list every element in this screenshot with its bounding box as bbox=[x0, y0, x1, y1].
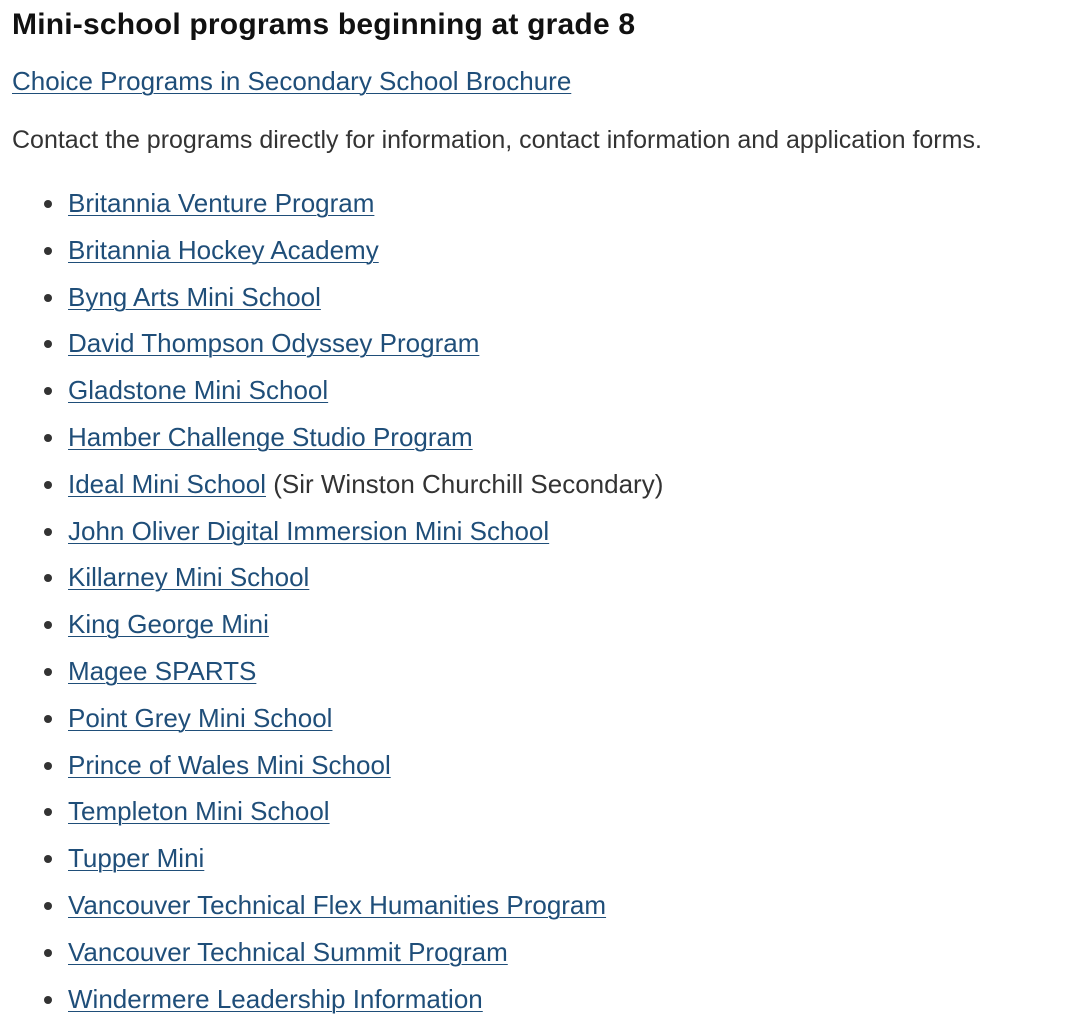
program-list bbox=[0, 180, 1080, 1022]
program-link[interactable]: Templeton Mini School bbox=[68, 796, 330, 827]
program-link[interactable]: Ideal Mini School bbox=[68, 468, 266, 499]
bullet-icon bbox=[44, 668, 52, 676]
brochure-link[interactable]: Choice Programs in Secondary School Brochure bbox=[12, 66, 572, 96]
bullet-icon bbox=[44, 715, 52, 723]
program-link[interactable]: David Thompson Odyssey Program bbox=[68, 328, 480, 359]
page-title: Mini-school programs beginning at grade 8 bbox=[12, 8, 636, 41]
list-item bbox=[0, 742, 1080, 789]
program-link[interactable]: Gladstone Mini School bbox=[68, 375, 329, 406]
program-link[interactable]: Magee SPARTS bbox=[68, 655, 257, 686]
bullet-icon bbox=[44, 762, 52, 770]
program-link[interactable]: Vancouver Technical Summit Program bbox=[68, 936, 508, 967]
program-link[interactable]: Tupper Mini bbox=[68, 843, 205, 874]
bullet-icon bbox=[44, 808, 52, 816]
list-item bbox=[0, 367, 1080, 414]
bullet-icon bbox=[44, 855, 52, 863]
list-item bbox=[0, 508, 1080, 555]
list-item bbox=[0, 929, 1080, 976]
bullet-icon bbox=[44, 528, 52, 536]
bullet-icon bbox=[44, 621, 52, 629]
list-item bbox=[0, 648, 1080, 695]
program-link[interactable]: Britannia Venture Program bbox=[68, 188, 375, 218]
program-link[interactable]: Prince of Wales Mini School bbox=[68, 749, 391, 780]
list-item bbox=[0, 882, 1080, 929]
list-item bbox=[0, 601, 1080, 648]
list-item bbox=[0, 414, 1080, 461]
list-item bbox=[0, 461, 1080, 508]
list-item bbox=[0, 554, 1080, 601]
bullet-icon bbox=[44, 949, 52, 957]
list-item bbox=[0, 180, 1080, 227]
list-item bbox=[0, 320, 1080, 367]
bullet-icon bbox=[44, 434, 52, 442]
program-note: (Sir Winston Churchill Secondary) bbox=[266, 468, 664, 499]
program-link[interactable]: Point Grey Mini School bbox=[68, 702, 333, 733]
list-item bbox=[0, 274, 1080, 321]
list-item bbox=[0, 788, 1080, 835]
list-item bbox=[0, 695, 1080, 742]
bullet-icon bbox=[44, 294, 52, 302]
program-link[interactable]: Byng Arts Mini School bbox=[68, 281, 321, 312]
list-item bbox=[0, 227, 1080, 274]
program-link[interactable]: King George Mini bbox=[68, 609, 269, 640]
bullet-icon bbox=[44, 387, 52, 395]
bullet-icon bbox=[44, 200, 52, 208]
bullet-icon bbox=[44, 340, 52, 348]
bullet-icon bbox=[44, 902, 52, 910]
bullet-icon bbox=[44, 574, 52, 582]
bullet-icon bbox=[44, 996, 52, 1004]
intro-text: Contact the programs directly for information, contact information and application forms. bbox=[12, 126, 982, 154]
program-link[interactable]: Windermere Leadership Information bbox=[68, 983, 483, 1014]
program-link[interactable]: John Oliver Digital Immersion Mini School bbox=[68, 515, 550, 546]
list-item bbox=[0, 976, 1080, 1023]
bullet-icon bbox=[44, 247, 52, 255]
program-link[interactable]: Vancouver Technical Flex Humanities Program bbox=[68, 889, 607, 920]
program-link[interactable]: Killarney Mini School bbox=[68, 562, 310, 593]
list-item bbox=[0, 835, 1080, 882]
bullet-icon bbox=[44, 481, 52, 489]
program-link[interactable]: Britannia Hockey Academy bbox=[68, 234, 379, 265]
program-link[interactable]: Hamber Challenge Studio Program bbox=[68, 421, 473, 452]
